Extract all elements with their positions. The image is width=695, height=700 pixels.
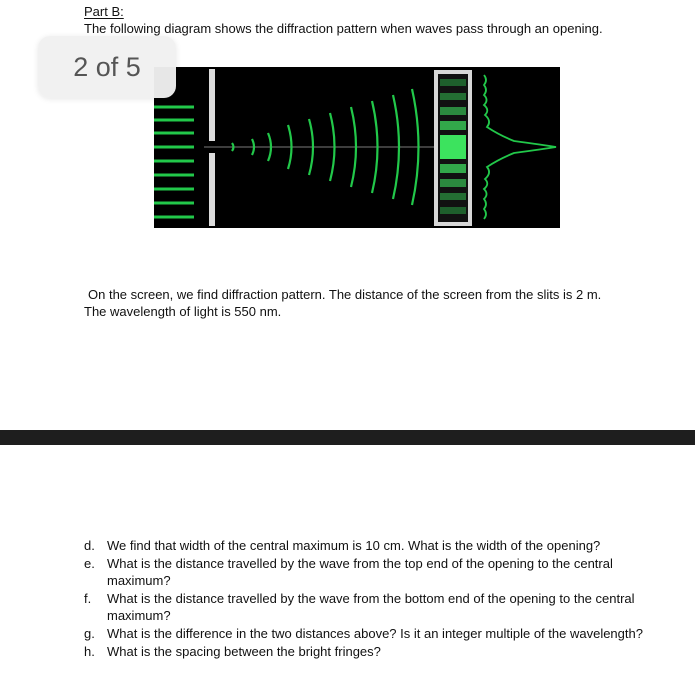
description-line-2: The wavelength of light is 550 nm. [84,304,282,319]
page-divider-bar [0,430,695,445]
diffraction-diagram [154,67,560,228]
question-item [84,590,654,624]
fringe-screen-icon [436,72,470,224]
question-label: f. [84,591,92,606]
intro-text: The following diagram shows the diffraction pattern when waves pass through an opening. [84,21,603,36]
diffraction-diagram-svg [154,67,560,228]
description-text [84,286,664,320]
part-heading: Part B: [84,4,124,19]
question-label: h. [84,644,95,659]
question-item [84,625,654,642]
question-label: e. [84,556,95,571]
question-text: We find that width of the central maximum is 10 cm. What is the width of the opening? [107,538,601,553]
question-text: What is the difference in the two distances above? Is it an integer multiple of the wavelength? [107,626,643,641]
question-item [84,537,654,554]
question-item [84,555,654,589]
question-text: What is the spacing between the bright fringes? [107,644,381,659]
description-line-1: On the screen, we find diffraction pattern. The distance of the screen from the slits is 2 m. [88,287,602,302]
intensity-curve-icon [484,75,556,219]
question-item [84,643,654,660]
incident-waves-icon [154,107,194,217]
question-list [84,537,654,661]
question-text: What is the distance travelled by the wave from the bottom end of the opening to the central maximum? [107,591,635,623]
question-label: d. [84,538,95,553]
question-label: g. [84,626,95,641]
question-text: What is the distance travelled by the wave from the top end of the opening to the central maximum? [107,556,613,588]
page-indicator-badge[interactable]: 2 of 5 [38,36,176,98]
